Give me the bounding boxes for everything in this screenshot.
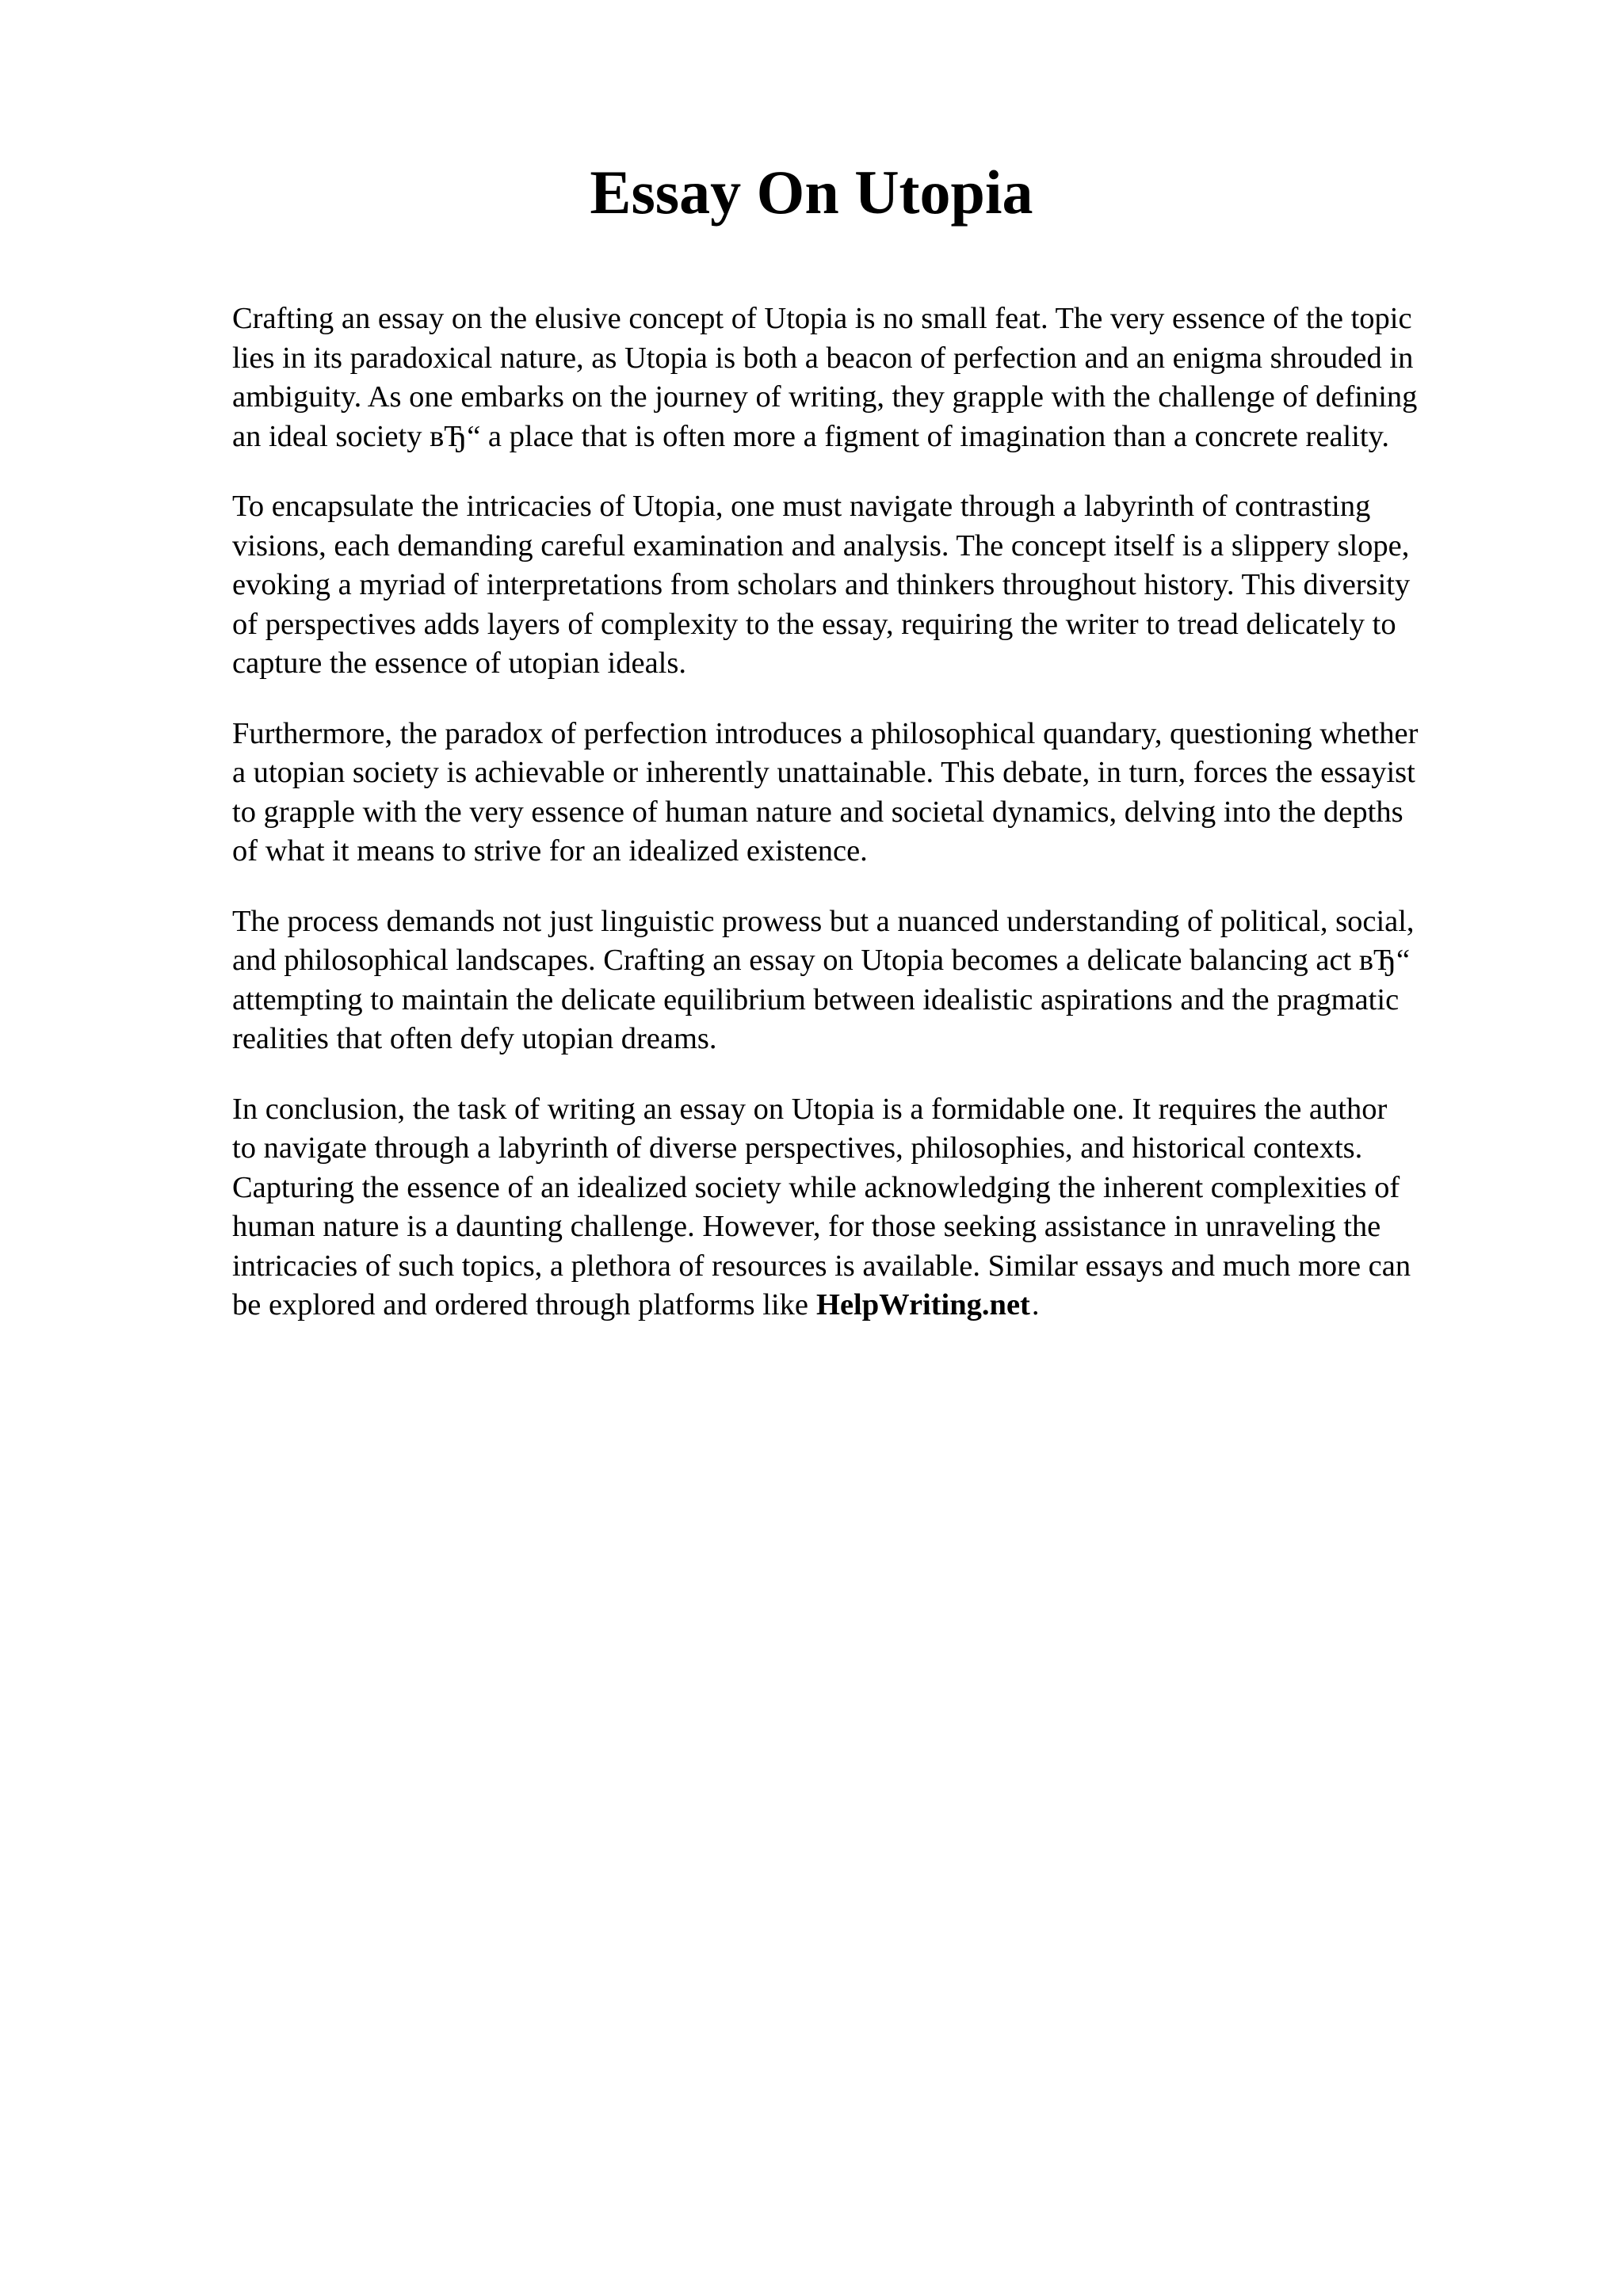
text-line: intricacies of such topics, a plethora of resources is available. Similar essays and much more can: [232, 1249, 1411, 1283]
text-line: to grapple with the very essence of human nature and societal dynamics, delving into the depths: [232, 795, 1403, 829]
paragraph-3: [232, 715, 1532, 871]
closing-period: .: [1031, 1288, 1040, 1322]
text-line: capture the essence of utopian ideals.: [232, 646, 686, 680]
text-line: of perspectives adds layers of complexity to the essay, requiring the writer to tread delicately to: [232, 607, 1396, 641]
text-line: evoking a myriad of interpretations from scholars and thinkers throughout history. This diversity: [232, 568, 1411, 601]
paragraph-4: [232, 902, 1532, 1059]
text-line: Crafting an essay on the elusive concept of Utopia is no small feat. The very essence of the topic: [232, 302, 1412, 335]
text-line: be explored and ordered through platforms like: [232, 1288, 808, 1322]
text-line: The process demands not just linguistic prowess but a nuanced understanding of political, social,: [232, 904, 1415, 938]
helpwriting-link[interactable]: HelpWriting.net: [816, 1288, 1030, 1322]
text-line: In conclusion, the task of writing an essay on Utopia is a formidable one. It requires the author: [232, 1092, 1388, 1126]
text-line: and philosophical landscapes. Crafting an essay on Utopia becomes a delicate balancing act вЂ“: [232, 944, 1411, 977]
text-line: attempting to maintain the delicate equilibrium between idealistic aspirations and the pragmatic: [232, 982, 1400, 1016]
paragraph-1: [232, 299, 1532, 456]
paragraph-2: [232, 487, 1532, 684]
essay-body: [232, 299, 1532, 1356]
paragraph-5: [232, 1090, 1532, 1325]
text-line: lies in its paradoxical nature, as Utopia is both a beacon of perfection and an enigma shrouded in: [232, 341, 1414, 375]
text-line: a utopian society is achievable or inherently unattainable. This debate, in turn, forces the essayist: [232, 756, 1415, 789]
text-line: ambiguity. As one embarks on the journey of writing, they grapple with the challenge of defining: [232, 380, 1418, 414]
text-line: visions, each demanding careful examination and analysis. The concept itself is a slippery slope,: [232, 528, 1410, 563]
text-line: of what it means to strive for an idealized existence.: [232, 834, 868, 868]
text-line: an ideal society вЂ“ a place that is often more a figment of imagination than a concrete reality.: [232, 419, 1389, 453]
text-line: to navigate through a labyrinth of diverse perspectives, philosophies, and historical contexts.: [232, 1131, 1363, 1165]
text-line: human nature is a daunting challenge. However, for those seeking assistance in unraveling the: [232, 1210, 1381, 1243]
text-line: Capturing the essence of an idealized society while acknowledging the inherent complexities of: [232, 1170, 1400, 1204]
text-line: Furthermore, the paradox of perfection introduces a philosophical quandary, questioning whether: [232, 716, 1419, 750]
text-line: realities that often defy utopian dreams.: [232, 1022, 717, 1055]
text-line: To encapsulate the intricacies of Utopia, one must navigate through a labyrinth of contrasting: [232, 490, 1371, 523]
page-title: Essay On Utopia: [590, 158, 1033, 227]
